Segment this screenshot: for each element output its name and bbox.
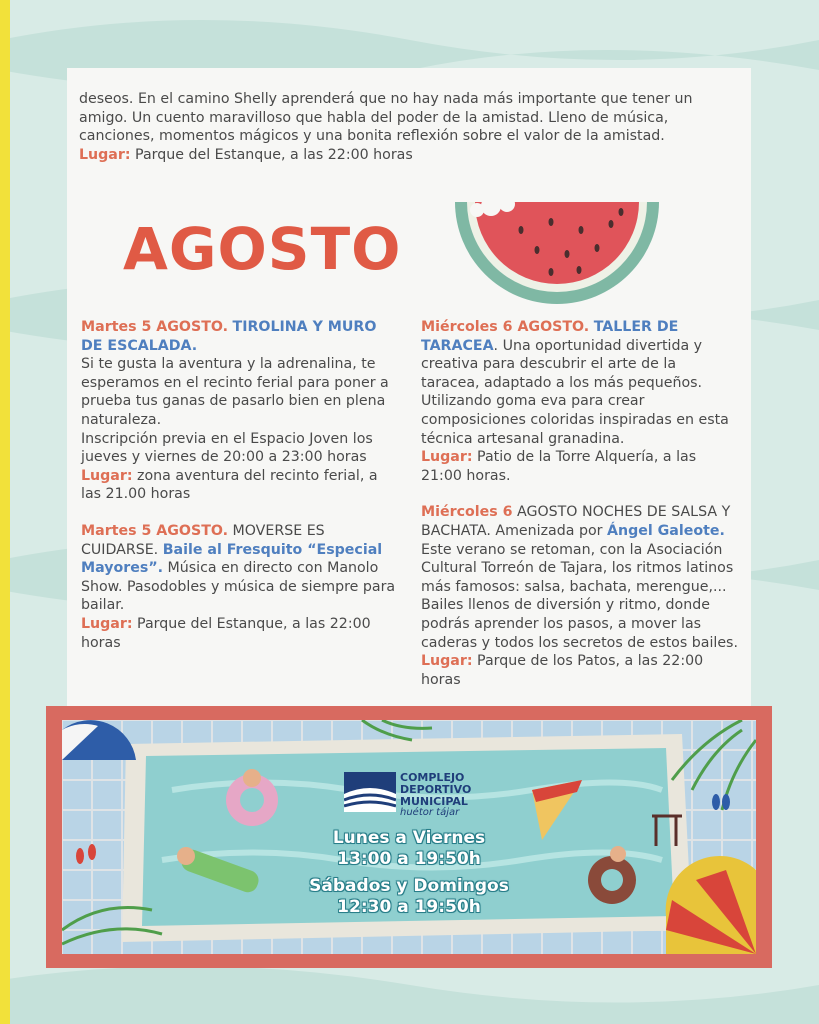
- logo-line-2: DEPORTIVO: [400, 783, 472, 796]
- intro-lugar-value: Parque del Estanque, a las 22:00 horas: [130, 146, 413, 163]
- logo-subtitle: huétor tájar: [400, 807, 460, 818]
- complejo-deportivo-logo: [344, 770, 504, 818]
- event-body-2: Inscripción previa en el Espacio Joven los jueves y viernes de 20:00 a 23:00 horas: [81, 430, 373, 466]
- right-column: [421, 318, 739, 707]
- intro-lugar-label: Lugar:: [79, 146, 131, 163]
- left-column: [81, 318, 396, 670]
- weekend-hours: 12:30 a 19:50h: [337, 897, 481, 917]
- event-plain: AGOSTO NOCHES DE SALSA Y BACHATA. Amenizada por: [421, 504, 731, 539]
- intro-paragraph: [79, 90, 739, 164]
- weekend-label: Sábados y Domingos: [309, 876, 509, 896]
- event-date: Martes 5 AGOSTO.: [81, 522, 229, 539]
- left-yellow-strip: [0, 0, 10, 1024]
- event-date: Martes 5 AGOSTO.: [81, 319, 229, 335]
- event-body: Este verano se retoman, con la Asociación Cultural Torreón de Tajara, los ritmos latinos más famosos: salsa, bachata, merengue,... Bailes llenos de diversión y ritmo, donde podrás aprender los pasos, a mover las caderas y todos los secretos de estos bailes.: [421, 541, 738, 651]
- event-lugar-label: Lugar:: [81, 615, 133, 632]
- event-title: TALLER DE TARACEA: [421, 319, 679, 354]
- weekday-label: Lunes a Viernes: [332, 828, 486, 848]
- intro-text: deseos. En el camino Shelly aprenderá que no hay nada más importante que tener un amigo. Un cuento maravilloso que habla del poder de la amistad. Lleno de música, canciones, momentos mágicos y una bonita reflexión sobre el valor de la amistad.: [79, 91, 693, 145]
- weekday-schedule: [284, 828, 534, 870]
- logo-line-3: MUNICIPAL: [400, 795, 468, 808]
- event-date: Miércoles 6: [421, 504, 513, 521]
- logo-text: [400, 772, 471, 808]
- event-lugar-label: Lugar:: [421, 449, 473, 466]
- event-lugar-label: Lugar:: [421, 653, 473, 670]
- event-body: Música en directo con Manolo Show. Pasodobles y música de siempre para bailar.: [81, 560, 396, 614]
- logo-line-1: COMPLEJO: [400, 771, 465, 784]
- event-date: Miércoles 6 AGOSTO.: [421, 319, 590, 335]
- event-lugar-value: zona aventura del recinto ferial, a las 21.00 horas: [81, 467, 378, 503]
- event-tirolina: [81, 318, 396, 504]
- pool-banner: [62, 720, 756, 954]
- event-lugar-value: Patio de la Torre Alquería, a las 21:00 horas.: [421, 449, 697, 484]
- event-title: TIROLINA Y MURO DE ESCALADA.: [81, 319, 377, 354]
- month-title: AGOSTO: [123, 215, 402, 283]
- event-lugar-value: Parque de los Patos, a las 22:00 horas: [421, 653, 704, 688]
- logo-mark-icon: [344, 772, 396, 812]
- event-salsa: [421, 503, 739, 689]
- event-lugar-value: Parque del Estanque, a las 22:00 horas: [81, 615, 371, 651]
- event-moverse: [81, 522, 396, 652]
- event-body: Si te gusta la aventura y la adrenalina, te esperamos en el recinto ferial para poner a prueba tus ganas de pasarlo bien en plena naturaleza.: [81, 356, 389, 428]
- event-plain: MOVERSE ES CUIDARSE.: [81, 522, 325, 558]
- event-lugar-label: Lugar:: [81, 467, 133, 484]
- event-taracea: [421, 318, 739, 485]
- event-title: Baile al Fresquito “Especial Mayores”.: [81, 541, 383, 577]
- event-title: Ángel Galeote.: [606, 522, 725, 539]
- event-body: . Una oportunidad divertida y creativa para descubrir el arte de la taracea, adaptado a los más pequeños. Utilizando goma eva para crear composiciones coloridas inspiradas en esta técnica artesanal granadina.: [421, 337, 729, 447]
- weekend-schedule: [284, 876, 534, 918]
- weekday-hours: 13:00 a 19:50h: [337, 849, 481, 869]
- watermelon-icon: [451, 202, 663, 314]
